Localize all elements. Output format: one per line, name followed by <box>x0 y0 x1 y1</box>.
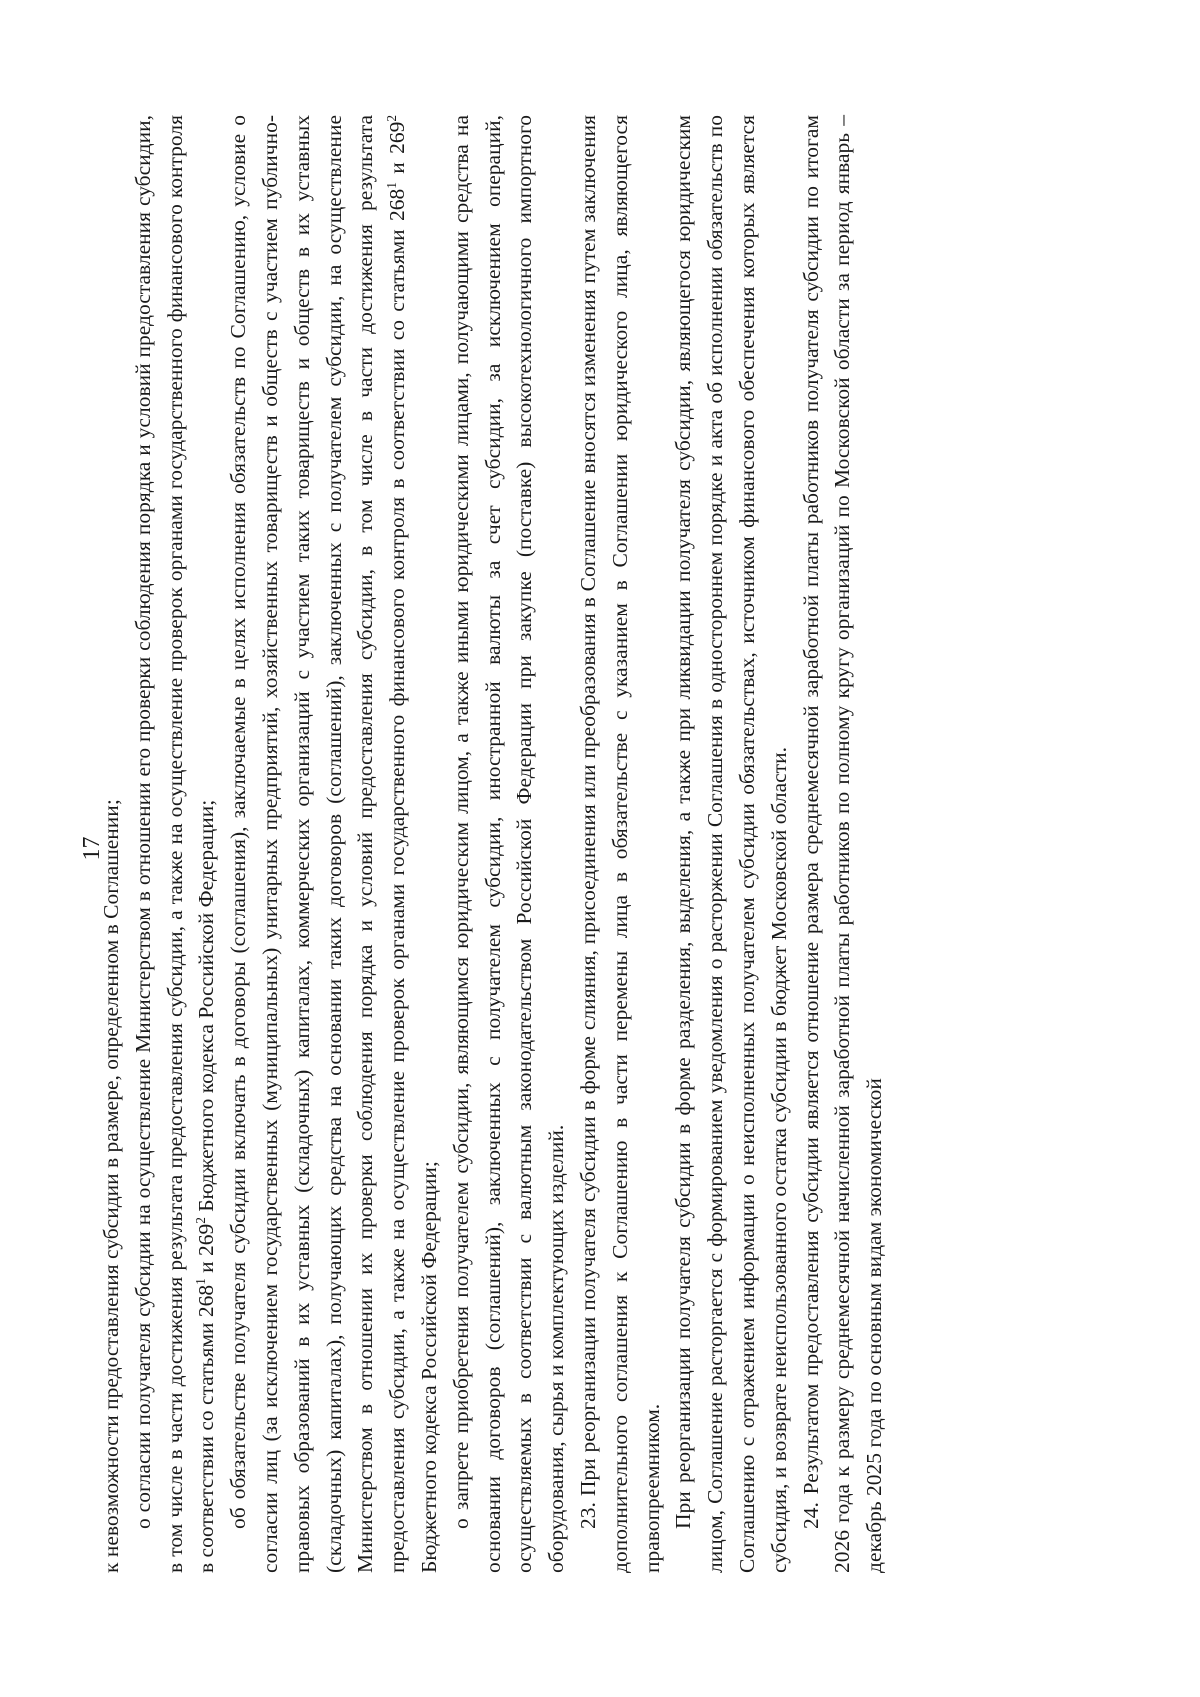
paragraph: 23. При реорганизации получателя субсидии в форме слияния, присоединения или преобразования в Соглашение вносятся изменения путем заключения дополнительного соглашения к Соглашению в части перемены лица в обязательстве с указанием в Соглашении юридического лица, являющегося правопреемником. <box>575 115 664 1573</box>
paragraph: о запрете приобретения получателем субсидии, являющимся юридическим лицом, а также иными юридическими лицами, получающими средства на основании договоров (соглашений), заключенных с получателем субсидии, иностранной валюты за счет субсидии, за исключением операций, осуществляемых в соответствии с валютным законодательством Российской Федерации при закупке (поставке) высокотехнологичного импортного оборудования, сырья и комплектующих изделий. <box>448 115 569 1573</box>
paragraph: об обязательстве получателя субсидии включать в договоры (соглашения), заключаемые в целях исполнения обязательств по Соглашению, условие о согласии лиц (за исключением государственных (муниципальных) унитарных предприятий, хозяйственных товариществ и обществ с участием публично-правовых образований в их уставных (складочных) капиталах, коммерческих организаций с участием таких товариществ и обществ в их уставных (складочных) капиталах), получающих средства на основании таких договоров (соглашений), заключенных с получателем субсидии, на осуществление Министерством в отношении их проверки соблюдения порядка и условий предоставления субсидии, в том числе в части достижения результата предоставления субсидии, а также на осуществление проверок органами государственного финансового контроля в соответствии со статьями $268^1$ и $269^2$ Бюджетного кодекса Российской Федерации; <box>226 115 441 1573</box>
paragraph: 24. Результатом предоставления субсидии является отношение размера среднемесячной заработной платы работников получателя субсидии по итогам 2026 года к размеру среднемесячной начисленной заработной платы работников по полному кругу организаций по Московской области за период январь – декабрь 2025 года по основным видам экономической <box>798 115 887 1573</box>
paragraph: о согласии получателя субсидии на осуществление Министерством в отношении его проверки соблюдения порядка и условий предоставления субсидии, в том числе в части достижения результата предоставления субсидии, а также на осуществление проверок органами государственного финансового контроля в соответствии со статьями $268^1$ и $269^2$ Бюджетного кодекса Российской Федерации; <box>130 115 219 1573</box>
body-text <box>96 115 891 1573</box>
page-number: 17 <box>79 836 105 861</box>
paragraph: к невозможности предоставления субсидии в размере, определенном в Соглашении; <box>99 799 123 1573</box>
paragraph: При реорганизации получателя субсидии в форме разделения, выделения, а также при ликвидации получателя субсидии, являющегося юридическим лицом, Соглашение расторгается с формированием уведомления о расторжении Соглашения в одностороннем порядке и акта об исполнении обязательств по Соглашению с отражением информации о неисполненных получателем субсидии обязательствах, источником финансового обеспечения которых является субсидия, и возврате неиспользованного остатка субсидии в бюджет Московской области. <box>671 115 791 1573</box>
